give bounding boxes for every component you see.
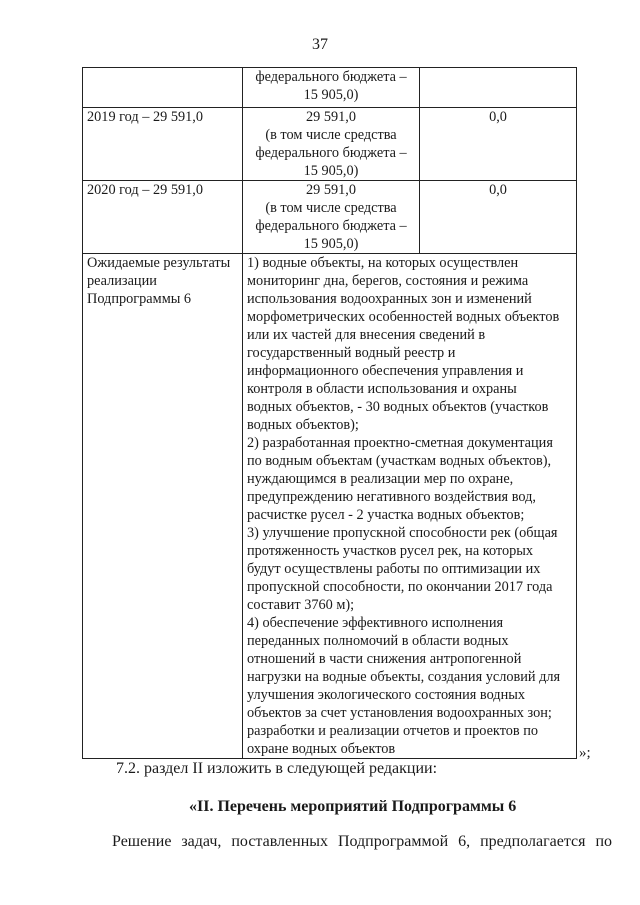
- table-row: [83, 181, 577, 254]
- closing-quote-mark: »;: [579, 745, 591, 761]
- results-line: или их частей для внесения сведений в: [247, 327, 486, 343]
- body-word: предполагается: [480, 833, 586, 850]
- results-line: морфометрических особенностей водных объектов: [247, 309, 560, 325]
- results-line: переданных полномочий в области водных: [247, 633, 509, 649]
- extra-cell: [420, 108, 577, 181]
- year-label: 2019 год – 29 591,0: [87, 109, 204, 125]
- results-line: протяженность участков русел рек, на которых: [247, 543, 534, 559]
- results-line: нагрузки на водные объекты, создания условий для: [247, 669, 561, 685]
- body-word: задач,: [181, 833, 222, 850]
- body-word: Подпрограммой: [337, 833, 449, 850]
- amount-line: (в том числе средства: [265, 200, 397, 216]
- table-row: [83, 68, 577, 108]
- body-word: поставленных: [231, 833, 329, 850]
- results-line: отношений в части снижения антропогенной: [247, 651, 522, 667]
- body-word: 6,: [458, 833, 471, 850]
- amount-cell: [243, 68, 420, 108]
- results-line: улучшения экологического состояния водных: [247, 687, 525, 703]
- body-paragraph: [112, 833, 612, 851]
- year-label: 2020 год – 29 591,0: [87, 182, 204, 198]
- results-line: 2) разработанная проектно-сметная документация: [247, 435, 553, 451]
- results-line: будут осуществлены работы по оптимизации их: [247, 561, 541, 577]
- results-line: объектов за счет установления водоохранных зон;: [247, 705, 552, 721]
- amount-line: 29 591,0: [305, 109, 357, 125]
- results-line: использования водоохранных зон и изменений: [247, 291, 532, 307]
- amount-line: (в том числе средства: [265, 127, 397, 143]
- results-line: предупреждению негативного воздействия вод,: [247, 489, 536, 505]
- body-word: по: [595, 833, 612, 850]
- year-cell: [83, 181, 243, 254]
- results-line: информационного обеспечения управления и: [247, 363, 524, 379]
- amount-line: 15 905,0): [303, 87, 359, 103]
- extra-cell: [420, 68, 577, 108]
- extra-cell: [420, 181, 577, 254]
- table-row: [83, 108, 577, 181]
- amount-line: федерального бюджета –: [255, 145, 407, 161]
- extra-value: 0,0: [489, 109, 507, 125]
- results-label-line: Ожидаемые результаты: [87, 255, 231, 271]
- amount-line: 29 591,0: [305, 182, 357, 198]
- table-row: [83, 254, 577, 759]
- results-line: расчистке русел - 2 участка водных объектов;: [247, 507, 525, 523]
- amount-cell: [243, 181, 420, 254]
- results-text-cell: [243, 254, 577, 759]
- results-line: контроля в области использования и охраны: [247, 381, 517, 397]
- page-number: 37: [312, 36, 328, 53]
- extra-value: 0,0: [489, 182, 507, 198]
- subprogram-passport-table: [82, 67, 577, 759]
- results-line: 3) улучшение пропускной способности рек (общая: [247, 525, 558, 541]
- results-line: 1) водные объекты, на которых осуществлен: [247, 255, 519, 271]
- results-line: 4) обеспечение эффективного исполнения: [247, 615, 504, 631]
- results-line: мониторинг дна, берегов, состояния и режима: [247, 273, 529, 289]
- amount-line: федерального бюджета –: [255, 69, 407, 85]
- results-line: составит 3760 м);: [247, 597, 355, 613]
- results-line: по водным объектам (участкам водных объектов),: [247, 453, 552, 469]
- amount-line: 15 905,0): [303, 163, 359, 179]
- results-line: охране водных объектов: [247, 741, 396, 757]
- results-label-cell: [83, 254, 243, 759]
- results-line: водных объектов, - 30 водных объектов (участков: [247, 399, 549, 415]
- body-word: Решение: [112, 833, 172, 850]
- results-label-line: Подпрограммы 6: [87, 291, 192, 307]
- amount-cell: [243, 108, 420, 181]
- results-line: государственный водный реестр и: [247, 345, 456, 361]
- results-line: нуждающимся в реализации мер по охране,: [247, 471, 514, 487]
- year-cell: [83, 108, 243, 181]
- amount-line: федерального бюджета –: [255, 218, 407, 234]
- results-line: пропускной способности, по окончании 2017 года: [247, 579, 553, 595]
- results-line: водных объектов);: [247, 417, 359, 433]
- results-label-line: реализации: [87, 273, 157, 289]
- section-heading: «II. Перечень мероприятий Подпрограммы 6: [189, 798, 517, 815]
- paragraph-7-2: 7.2. раздел II изложить в следующей редакции:: [116, 760, 438, 777]
- results-line: разработки и реализации отчетов и проектов по: [247, 723, 539, 739]
- year-cell: [83, 68, 243, 108]
- amount-line: 15 905,0): [303, 236, 359, 252]
